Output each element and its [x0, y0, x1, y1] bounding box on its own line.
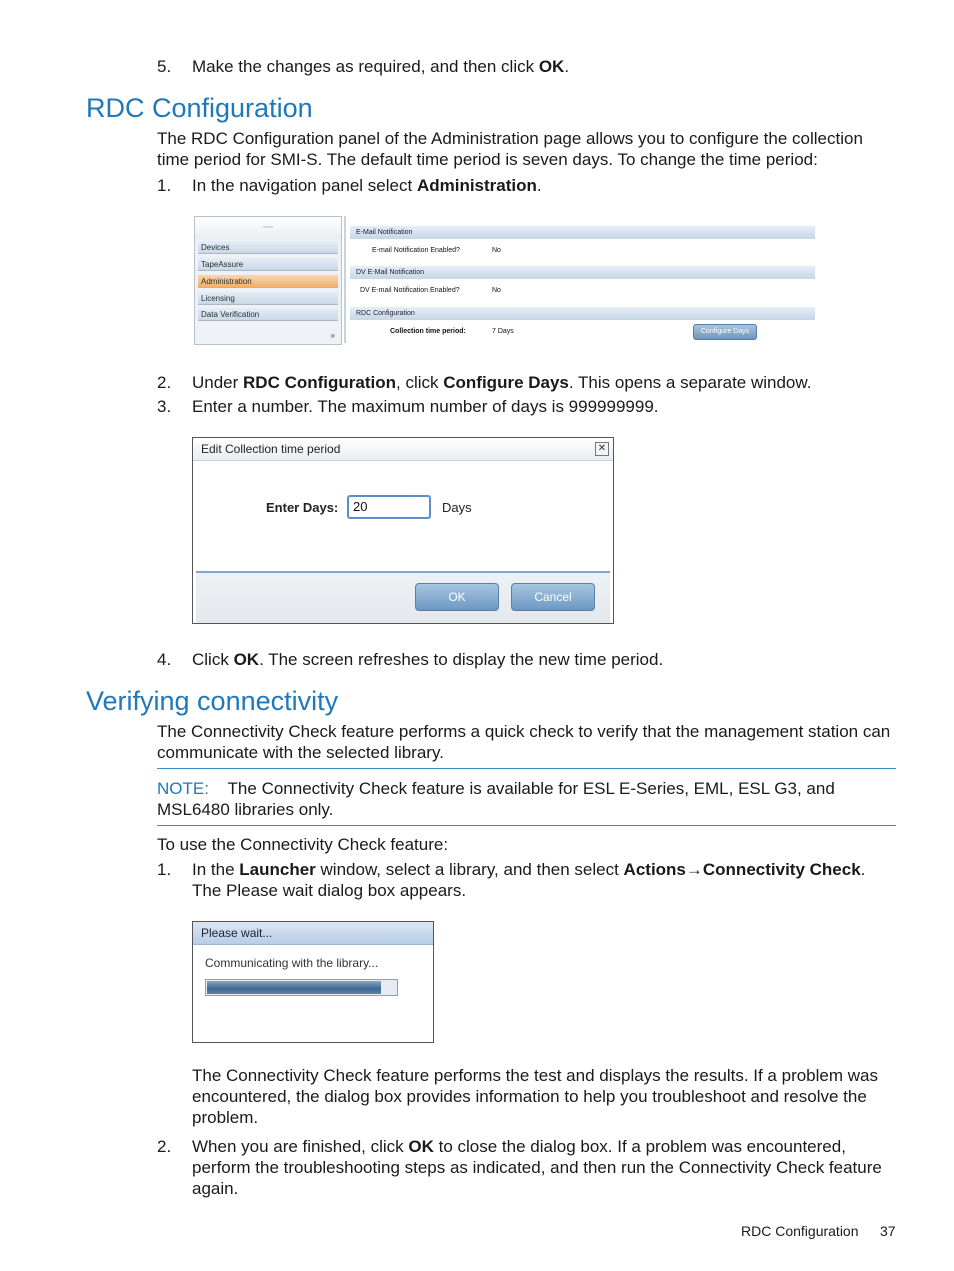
- dv-email-enabled-value: No: [492, 287, 501, 294]
- step-text: Make the changes as required, and then click OK.: [192, 57, 570, 76]
- section-heading: RDC Configuration: [86, 93, 313, 123]
- note-rule-top: [157, 768, 896, 769]
- list-number: 1.: [157, 860, 172, 879]
- nav-item-tapeassure[interactable]: TapeAssure: [198, 258, 338, 271]
- ok-button[interactable]: OK: [415, 583, 499, 611]
- note: NOTE: The Connectivity Check feature is available for ESL E-Series, EML, ESL G3, and MSL6480 libraries only.: [157, 779, 835, 819]
- list-number: 2.: [157, 373, 172, 392]
- close-icon[interactable]: ✕: [595, 442, 609, 456]
- paragraph: The Connectivity Check feature performs a quick check to verify that the management station can communicate with the selected library.: [157, 722, 891, 762]
- step-text: In the Launcher window, select a library, and then select Actions→Connectivity Check. The Please wait dialog box appears.: [192, 860, 866, 900]
- nav-item-licensing[interactable]: Licensing: [198, 292, 338, 305]
- dialog-title: Edit Collection time period: [201, 442, 341, 456]
- progress-bar: [205, 979, 398, 996]
- progress-fill: [207, 981, 381, 994]
- list-number: 3.: [157, 397, 172, 416]
- days-input[interactable]: 20: [347, 495, 431, 519]
- status-message: Communicating with the library...: [205, 956, 379, 970]
- dialog-titlebar: [193, 438, 613, 461]
- expand-icon[interactable]: »: [330, 331, 335, 340]
- paragraph: The Connectivity Check feature performs the test and displays the results. If a problem was encountered, the dialog box provides information to help you troubleshoot and resolve the problem.: [192, 1066, 878, 1127]
- cancel-button[interactable]: Cancel: [511, 583, 595, 611]
- step-text: Click OK. The screen refreshes to display the new time period.: [192, 650, 664, 669]
- list-number: 2.: [157, 1137, 172, 1156]
- please-wait-dialog: [192, 921, 434, 1043]
- list-number: 4.: [157, 650, 172, 669]
- section-header-email: E-Mail Notification: [350, 226, 815, 239]
- email-enabled-value: No: [492, 247, 501, 254]
- admin-screenshot: [194, 216, 814, 344]
- nav-item-devices[interactable]: Devices: [198, 241, 338, 254]
- admin-content-pane: [344, 216, 815, 343]
- enter-days-label: Enter Days:: [266, 500, 339, 515]
- note-label: NOTE:: [157, 779, 209, 798]
- step-text: Under RDC Configuration, click Configure Days. This opens a separate window.: [192, 373, 812, 392]
- dialog-titlebar: [193, 922, 433, 945]
- step-text: In the navigation panel select Administration.: [192, 176, 542, 195]
- section-header-dv-email: DV E-Mail Notification: [350, 266, 815, 279]
- collection-period-label: Collection time period:: [390, 328, 466, 335]
- paragraph: To use the Connectivity Check feature:: [157, 835, 449, 854]
- edit-collection-dialog: [192, 437, 614, 624]
- section-header-rdc: RDC Configuration: [350, 307, 815, 320]
- collection-period-value: 7 Days: [492, 328, 514, 335]
- email-enabled-label: E-mail Notification Enabled?: [372, 247, 460, 254]
- navigation-panel: [194, 216, 342, 345]
- paragraph: The RDC Configuration panel of the Administration page allows you to configure the collection time period for SMI-S. The default time period is seven days. To change the time period:: [157, 129, 863, 169]
- footer-section: RDC Configuration: [741, 1223, 859, 1239]
- note-rule-bottom: [157, 825, 896, 826]
- list-number: 5.: [157, 57, 172, 76]
- dv-email-enabled-label: DV E-mail Notification Enabled?: [360, 287, 460, 294]
- dialog-title: Please wait...: [201, 926, 273, 940]
- section-heading: Verifying connectivity: [86, 686, 339, 716]
- panel-grip: ◦◦◦◦: [195, 217, 341, 239]
- configure-days-button[interactable]: Configure Days: [693, 324, 757, 340]
- nav-item-data-verification[interactable]: Data Verification: [198, 308, 338, 321]
- days-unit-label: Days: [442, 500, 472, 515]
- step-text: When you are finished, click OK to close the dialog box. If a problem was encountered, perform the troubleshooting steps as indicated, and then run the Connectivity Check feature again.: [192, 1137, 882, 1198]
- nav-item-administration[interactable]: Administration: [198, 275, 338, 288]
- step-text: Enter a number. The maximum number of days is 999999999.: [192, 397, 659, 416]
- page-number: 37: [880, 1223, 896, 1239]
- list-number: 1.: [157, 176, 172, 195]
